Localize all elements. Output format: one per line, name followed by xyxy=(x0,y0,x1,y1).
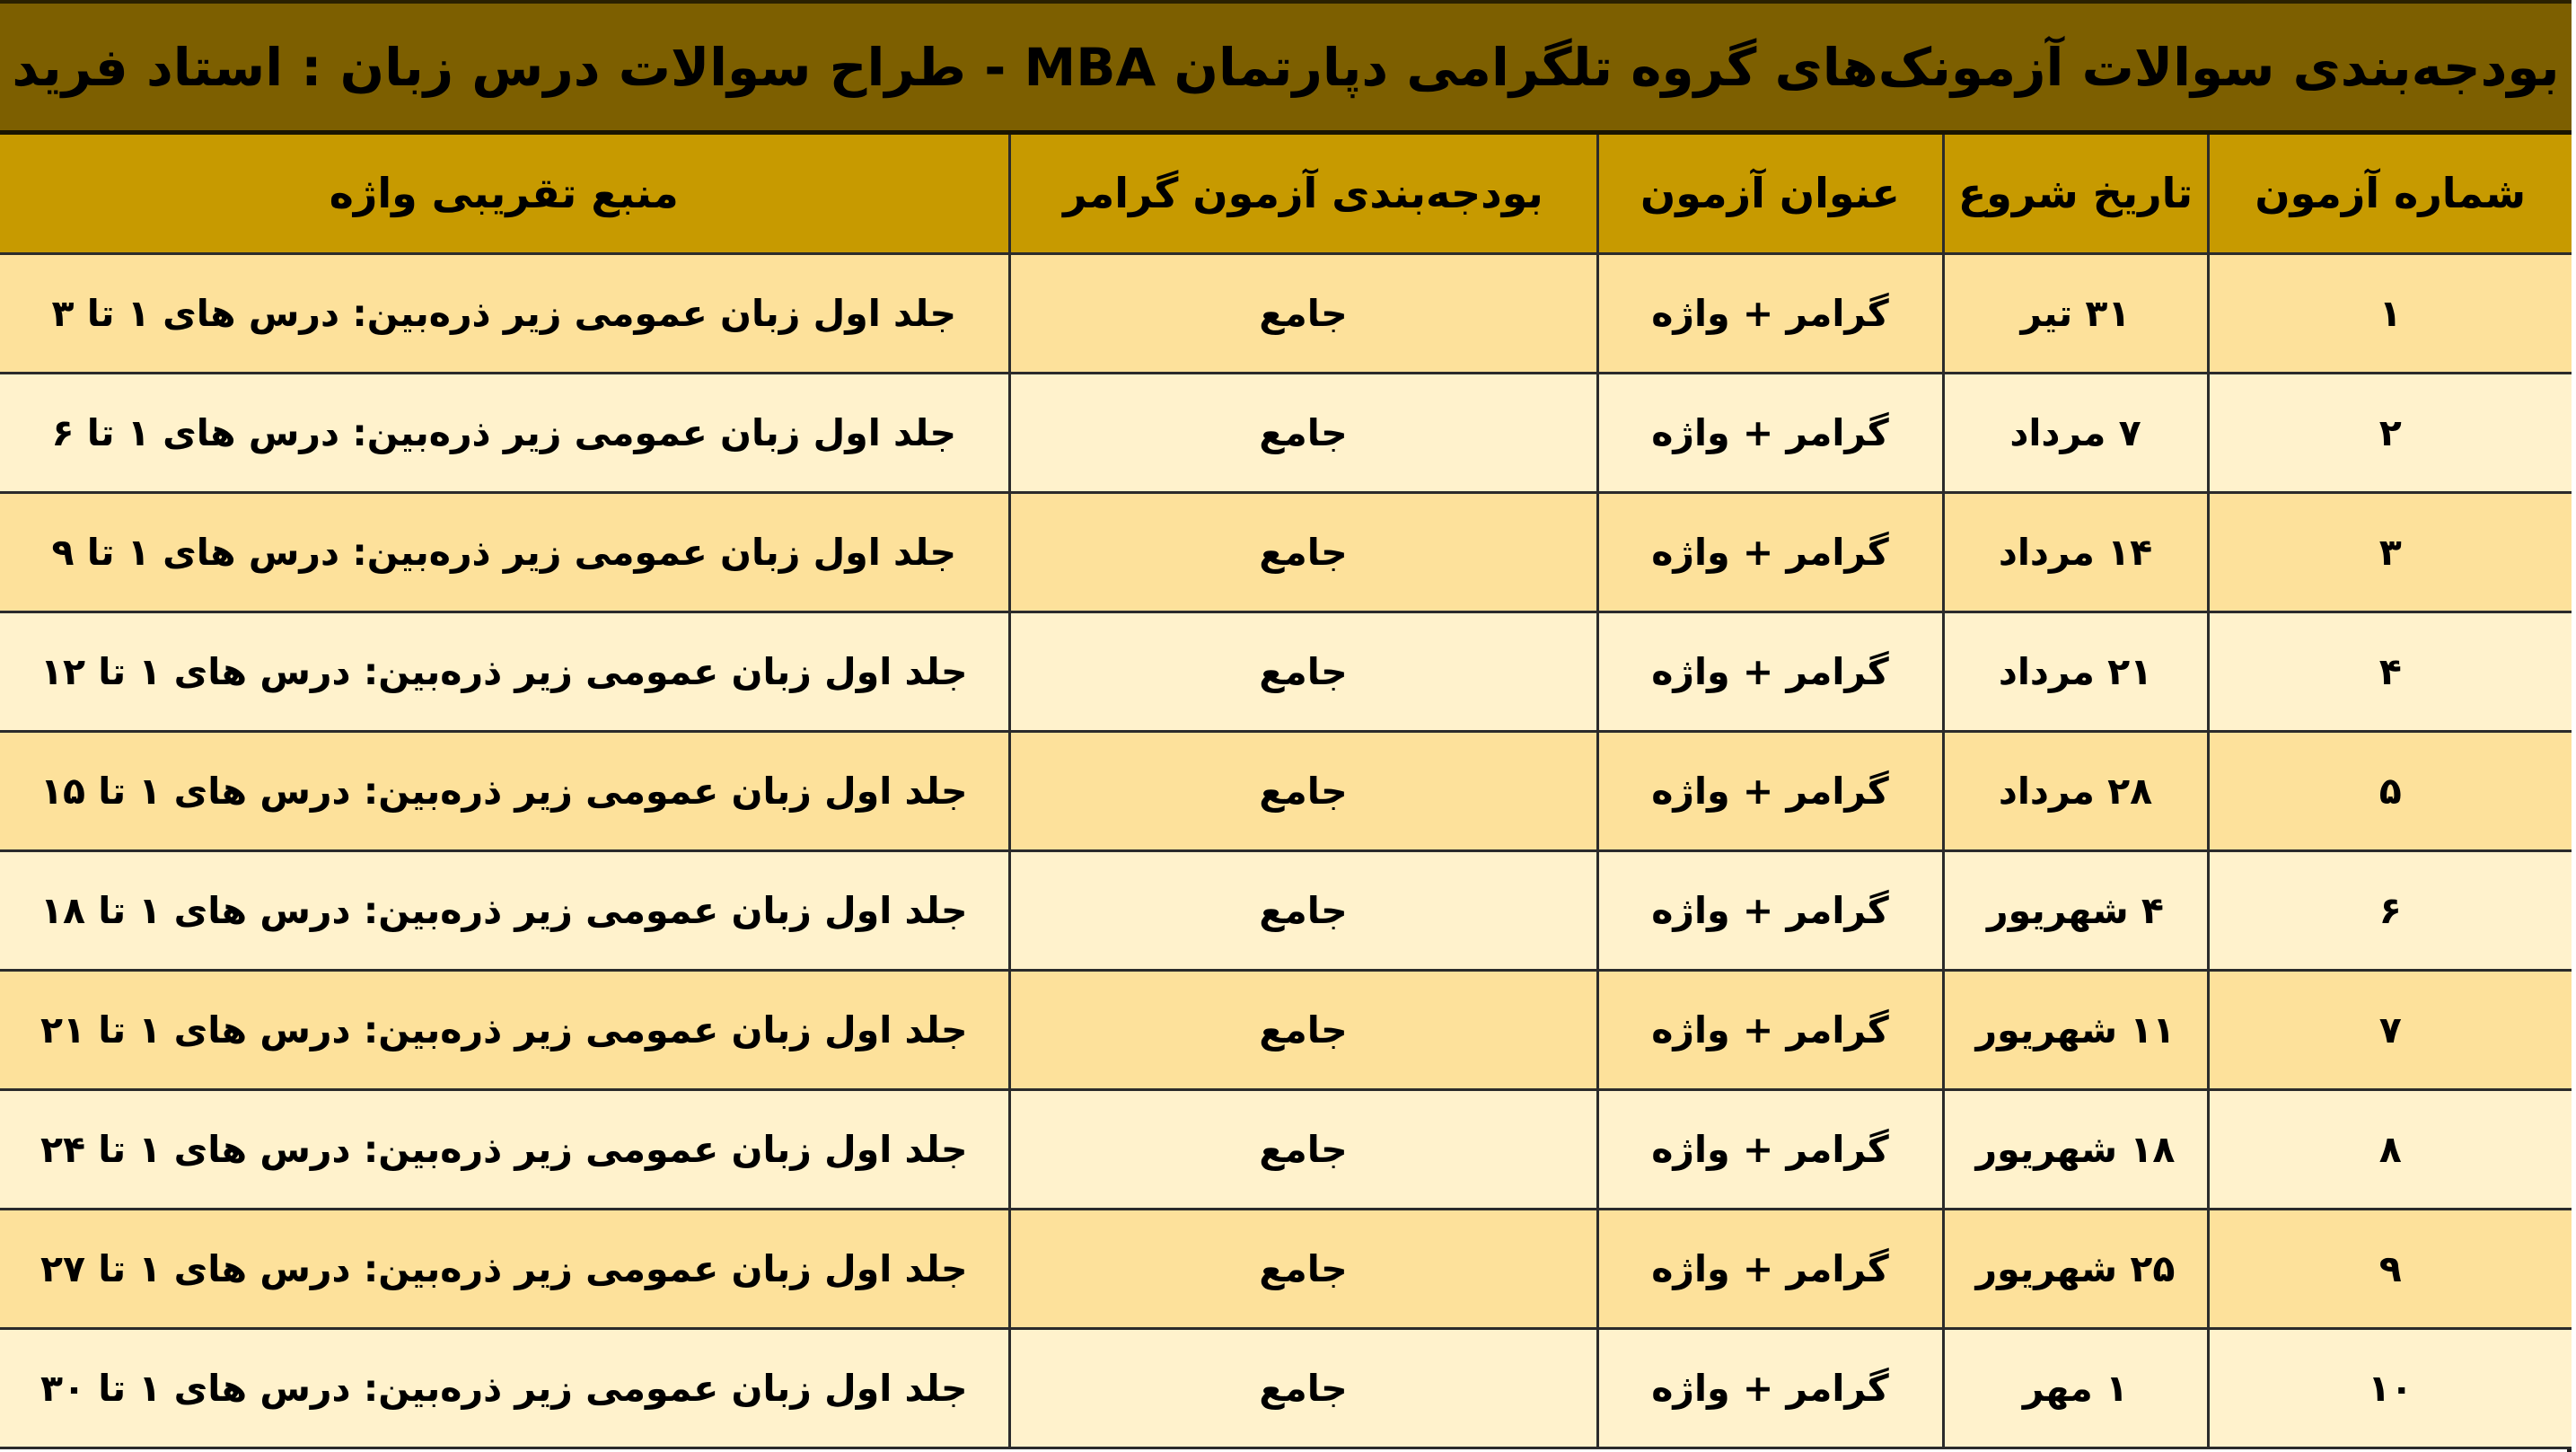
cell-exam-title: گرامر + واژه xyxy=(1597,731,1943,850)
table-row xyxy=(0,1209,2572,1328)
cell-grammar-budget: جامع xyxy=(1009,1089,1597,1209)
cell-exam-number: ۶ xyxy=(2208,850,2572,970)
table-row xyxy=(0,373,2572,492)
cell-exam-number: ۷ xyxy=(2208,970,2572,1089)
cell-exam-title: گرامر + واژه xyxy=(1597,970,1943,1089)
table-row xyxy=(0,253,2572,373)
table-row xyxy=(0,1089,2572,1209)
table-row xyxy=(0,850,2572,970)
cell-exam-title: گرامر + واژه xyxy=(1597,850,1943,970)
table-body xyxy=(0,253,2572,1448)
cell-grammar-budget: جامع xyxy=(1009,373,1597,492)
header-grammar-budget: بودجه‌بندی آزمون گرامر xyxy=(1009,135,1597,253)
cell-grammar-budget: جامع xyxy=(1009,253,1597,373)
cell-exam-title: گرامر + واژه xyxy=(1597,253,1943,373)
cell-vocab-source: جلد اول زبان عمومی زیر ذره‌بین: درس های ۱ تا ۹ xyxy=(0,492,1009,612)
cell-exam-number: ۴ xyxy=(2208,612,2572,731)
cell-exam-title: گرامر + واژه xyxy=(1597,492,1943,612)
title-banner xyxy=(0,0,2572,135)
cell-start-date: ۷ مرداد xyxy=(1943,373,2208,492)
header-start-date: تاریخ شروع xyxy=(1943,135,2208,253)
cell-start-date: ۲۱ مرداد xyxy=(1943,612,2208,731)
cell-exam-title: گرامر + واژه xyxy=(1597,1209,1943,1328)
cell-vocab-source: جلد اول زبان عمومی زیر ذره‌بین: درس های ۱ تا ۲۷ xyxy=(0,1209,1009,1328)
cell-start-date: ۳۱ تیر xyxy=(1943,253,2208,373)
cell-vocab-source: جلد اول زبان عمومی زیر ذره‌بین: درس های ۱ تا ۲۴ xyxy=(0,1089,1009,1209)
cell-grammar-budget: جامع xyxy=(1009,492,1597,612)
cell-start-date: ۴ شهریور xyxy=(1943,850,2208,970)
cell-exam-title: گرامر + واژه xyxy=(1597,612,1943,731)
cell-vocab-source: جلد اول زبان عمومی زیر ذره‌بین: درس های ۱ تا ۳ xyxy=(0,253,1009,373)
exam-schedule-table xyxy=(0,135,2572,1449)
header-vocab-source: منبع تقریبی واژه xyxy=(0,135,1009,253)
cell-grammar-budget: جامع xyxy=(1009,731,1597,850)
cell-exam-title: گرامر + واژه xyxy=(1597,1328,1943,1448)
cell-start-date: ۱۸ شهریور xyxy=(1943,1089,2208,1209)
cell-grammar-budget: جامع xyxy=(1009,970,1597,1089)
cell-exam-number: ۱۰ xyxy=(2208,1328,2572,1448)
cell-vocab-source: جلد اول زبان عمومی زیر ذره‌بین: درس های ۱ تا ۲۱ xyxy=(0,970,1009,1089)
cell-exam-number: ۵ xyxy=(2208,731,2572,850)
table-row xyxy=(0,1328,2572,1448)
table-row xyxy=(0,612,2572,731)
cell-grammar-budget: جامع xyxy=(1009,850,1597,970)
cell-grammar-budget: جامع xyxy=(1009,612,1597,731)
header-exam-number: شماره آزمون xyxy=(2208,135,2572,253)
page-title: بودجه‌بندی سوالات آزمونک‌های گروه تلگرامی دپارتمان MBA - طراح سوالات درس زبان : استاد فرید xyxy=(12,36,2560,98)
cell-vocab-source: جلد اول زبان عمومی زیر ذره‌بین: درس های ۱ تا ۱۲ xyxy=(0,612,1009,731)
header-exam-title: عنوان آزمون xyxy=(1597,135,1943,253)
cell-vocab-source: جلد اول زبان عمومی زیر ذره‌بین: درس های ۱ تا ۶ xyxy=(0,373,1009,492)
cell-start-date: ۱ مهر xyxy=(1943,1328,2208,1448)
table-row xyxy=(0,731,2572,850)
cell-start-date: ۱۱ شهریور xyxy=(1943,970,2208,1089)
cell-exam-number: ۱ xyxy=(2208,253,2572,373)
cell-vocab-source: جلد اول زبان عمومی زیر ذره‌بین: درس های ۱ تا ۱۵ xyxy=(0,731,1009,850)
cell-exam-number: ۸ xyxy=(2208,1089,2572,1209)
cell-start-date: ۱۴ مرداد xyxy=(1943,492,2208,612)
cell-exam-number: ۳ xyxy=(2208,492,2572,612)
table-row xyxy=(0,970,2572,1089)
cell-exam-number: ۹ xyxy=(2208,1209,2572,1328)
cell-vocab-source: جلد اول زبان عمومی زیر ذره‌بین: درس های ۱ تا ۱۸ xyxy=(0,850,1009,970)
cell-start-date: ۲۵ شهریور xyxy=(1943,1209,2208,1328)
cell-exam-title: گرامر + واژه xyxy=(1597,373,1943,492)
cell-grammar-budget: جامع xyxy=(1009,1328,1597,1448)
cell-start-date: ۲۸ مرداد xyxy=(1943,731,2208,850)
table-header-row xyxy=(0,135,2572,253)
cell-vocab-source: جلد اول زبان عمومی زیر ذره‌بین: درس های ۱ تا ۳۰ xyxy=(0,1328,1009,1448)
table-row xyxy=(0,492,2572,612)
cell-exam-title: گرامر + واژه xyxy=(1597,1089,1943,1209)
cell-grammar-budget: جامع xyxy=(1009,1209,1597,1328)
cell-exam-number: ۲ xyxy=(2208,373,2572,492)
